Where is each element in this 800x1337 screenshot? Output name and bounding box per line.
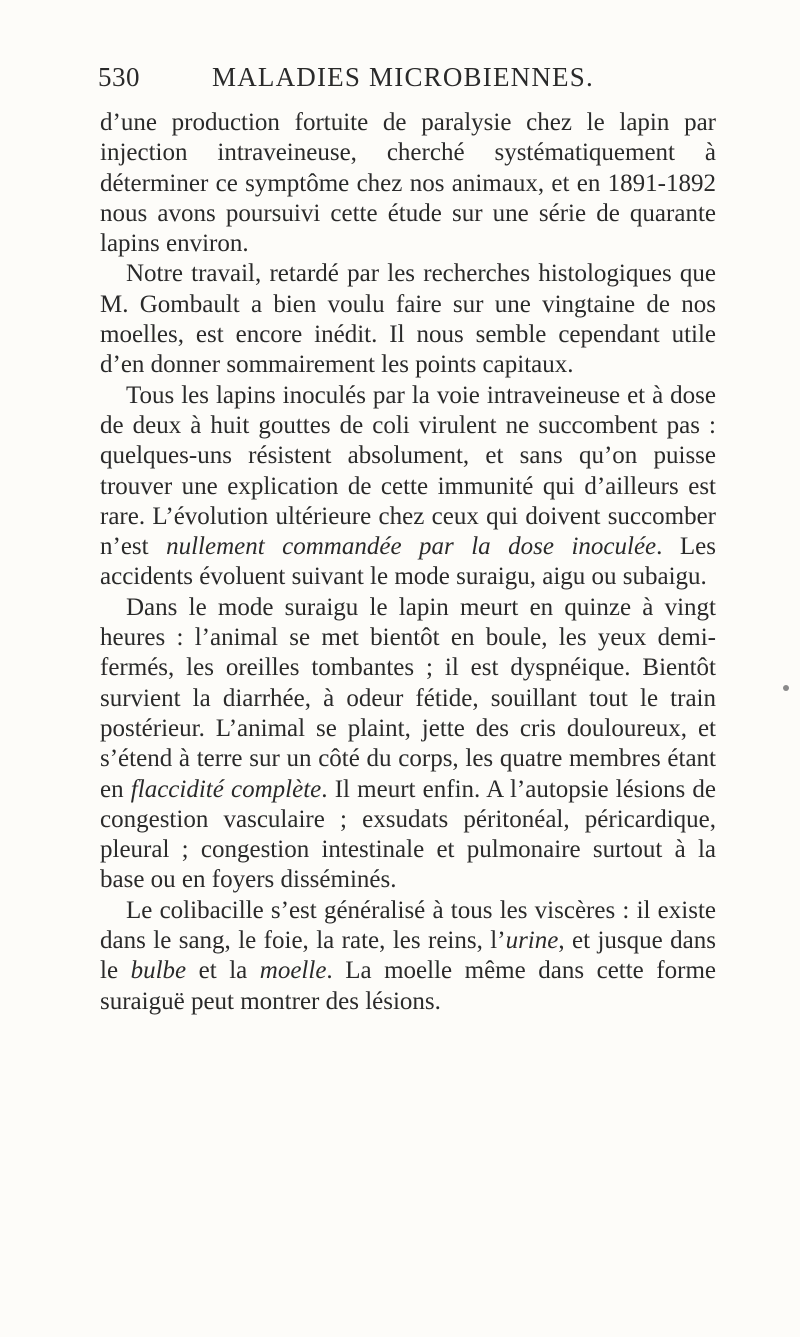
paragraph-4-text-a: Dans le mode suraigu le lapin meurt en quinze à vingt heures : l’animal se met bientôt en boule, les yeux demi-fermés, les oreilles tombantes ; il est dyspnéique. Bientôt survient la diarrhée, à odeur fétide, souillant tout le train postérieur. L’animal se plaint, jette des cris douloureux, et s’étend à terre sur un côté du corps, les quatre membres étant en bbox=[100, 593, 716, 803]
paragraph-3-text-b: . Les accidents évoluent suivant le mode suraigu, aigu ou subaigu. bbox=[100, 533, 716, 591]
running-head: MALADIES MICROBIENNES. bbox=[212, 62, 594, 92]
paragraph-5-text-c: et la bbox=[186, 957, 260, 985]
paragraph-5-emphasis-urine: urine bbox=[505, 927, 559, 955]
paragraph-2 bbox=[100, 259, 716, 380]
page-header bbox=[98, 62, 718, 98]
paragraph-1 bbox=[100, 108, 716, 259]
paragraph-1-text: d’une production fortuite de paralysie chez le lapin par injection intraveineuse, cherché systématiquement à déterminer ce symptôme chez nos animaux, et en 1891-1892 nous avons poursuivi cette étude sur une série de quarante lapins environ. bbox=[100, 109, 716, 258]
paragraph-3-text-a: Tous les lapins inoculés par la voie intraveineuse et à dose de deux à huit gouttes de coli virulent ne succombent pas : quelques-uns résistent absolument, et sans qu’on puisse trouver une explication de cette immunité qui d’ailleurs est rare. L’évolution ultérieure chez ceux qui doivent succomber n’est bbox=[100, 381, 716, 561]
paragraph-5-emphasis-moelle: moelle bbox=[259, 957, 327, 985]
paragraph-3 bbox=[100, 381, 716, 593]
paragraph-5-text-a: Le colibacille s’est généralisé à tous les viscères : il existe dans le sang, le foie, la rate, les reins, l’ bbox=[100, 896, 716, 955]
page-speck bbox=[783, 685, 789, 691]
paragraph-5-text-d: . La moelle même dans cette forme suraiguë peut montrer des lésions. bbox=[100, 957, 716, 1015]
paragraph-4-text-b: . Il meurt enfin. A l’autopsie lésions de congestion vasculaire ; exsudats péritonéal, péricardique, pleural ; congestion intestinale et pulmonaire surtout à la base ou en foyers disséminés. bbox=[100, 775, 716, 894]
paragraph-4 bbox=[100, 593, 716, 896]
paragraph-2-text: Notre travail, retardé par les recherches histologiques que M. Gombault a bien voulu faire sur une vingtaine de nos moelles, est encore inédit. Il nous semble cependant utile d’en donner sommairement les points capitaux. bbox=[100, 260, 716, 379]
paragraph-5-text-b: , et jusque dans le bbox=[100, 927, 717, 985]
paragraph-5-emphasis-bulbe: bulbe bbox=[130, 957, 187, 985]
paragraph-5 bbox=[100, 896, 716, 1017]
body-text bbox=[100, 108, 716, 1017]
paragraph-3-emphasis: nullement commandée par la dose inoculée bbox=[166, 533, 657, 561]
paragraph-4-emphasis: flaccidité complète bbox=[130, 775, 322, 803]
page-number: 530 bbox=[98, 62, 140, 92]
